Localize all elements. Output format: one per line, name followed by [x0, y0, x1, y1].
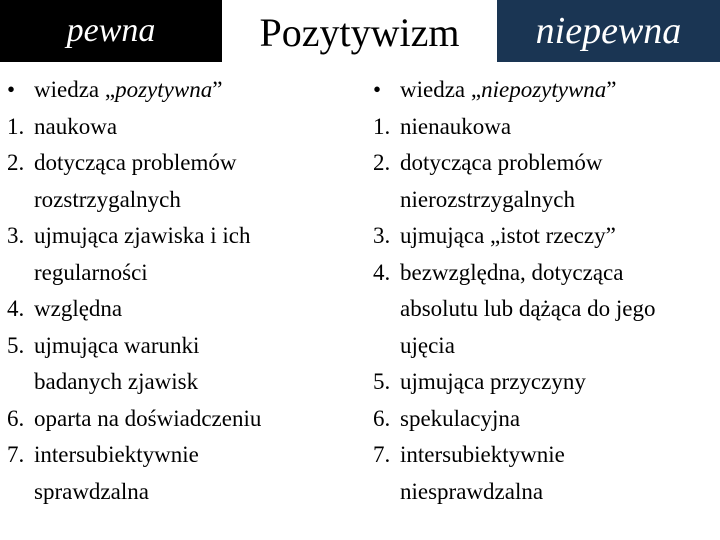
- list-item: [7, 437, 357, 510]
- item-number: 4.: [7, 296, 25, 321]
- bullet-marker: •: [373, 77, 382, 102]
- item-number: 1.: [7, 113, 25, 139]
- list-item: [7, 291, 357, 328]
- item-text-line: ujęcia: [400, 332, 455, 358]
- list-item: [7, 328, 357, 401]
- left-intro-emphasis: pozytywna: [115, 77, 213, 102]
- slide-title: Pozytywizm: [259, 10, 460, 55]
- left-column: [7, 72, 357, 510]
- item-text-line: nierozstrzygalnych: [400, 186, 575, 212]
- item-text: oparta na doświadczeniu: [34, 405, 262, 431]
- list-item: [373, 401, 718, 438]
- right-intro-suffix: ”: [606, 77, 617, 102]
- right-intro-emphasis: niepozytywna: [481, 77, 607, 102]
- left-intro-prefix: wiedza „: [34, 77, 116, 102]
- item-number: 1.: [373, 113, 391, 139]
- item-number: 2.: [7, 150, 25, 175]
- item-number: 3.: [7, 223, 25, 248]
- item-text: spekulacyjna: [400, 405, 521, 431]
- tag-pewna: [0, 0, 222, 62]
- list-item: [373, 145, 718, 218]
- item-number: 2.: [373, 150, 391, 175]
- item-text-line: niesprawdzalna: [400, 478, 544, 504]
- item-number: 6.: [373, 405, 391, 431]
- item-text-line: sprawdzalna: [34, 478, 149, 504]
- right-intro: [373, 72, 718, 109]
- list-item: [7, 218, 357, 291]
- item-text: naukowa: [34, 113, 118, 139]
- tag-niepewna: [497, 0, 720, 62]
- list-item: [7, 145, 357, 218]
- item-text-line: intersubiektywnie: [400, 442, 565, 467]
- item-text-line: rozstrzygalnych: [34, 186, 181, 212]
- item-number: 4.: [373, 259, 391, 285]
- item-text-line: regularności: [34, 259, 148, 285]
- item-text-line: badanych zjawisk: [34, 369, 199, 394]
- right-intro-prefix: wiedza „: [400, 77, 482, 102]
- right-column: [373, 72, 718, 510]
- left-intro: [7, 72, 357, 109]
- list-item: [7, 401, 357, 438]
- list-item: [373, 437, 718, 510]
- list-item: [373, 109, 718, 146]
- item-text: nienaukowa: [400, 113, 512, 139]
- tag-niepewna-label: niepewna: [535, 10, 682, 52]
- item-text: ujmująca przyczyny: [400, 369, 586, 394]
- bullet-marker: •: [7, 77, 16, 102]
- item-text-line: ujmująca zjawiska i ich: [34, 223, 251, 248]
- tag-pewna-label: pewna: [66, 12, 156, 49]
- list-item: [373, 364, 718, 401]
- list-item: [7, 109, 357, 146]
- item-text: ujmująca „istot rzeczy”: [400, 223, 616, 248]
- item-number: 7.: [373, 442, 391, 467]
- item-text-line: ujmująca warunki: [34, 332, 200, 358]
- item-text-line: bezwzględna, dotycząca: [400, 259, 624, 285]
- list-item: [373, 255, 718, 365]
- left-intro-suffix: ”: [212, 77, 223, 102]
- item-number: 3.: [373, 223, 391, 248]
- item-text-line: dotycząca problemów: [400, 150, 603, 175]
- item-text: względna: [34, 296, 123, 321]
- item-number: 5.: [373, 369, 391, 394]
- item-text-line: dotycząca problemów: [34, 150, 237, 175]
- item-text-line: absolutu lub dążąca do jego: [400, 296, 656, 321]
- item-number: 6.: [7, 405, 25, 431]
- item-text-line: intersubiektywnie: [34, 442, 199, 467]
- list-item: [373, 218, 718, 255]
- item-number: 7.: [7, 442, 25, 467]
- item-number: 5.: [7, 332, 25, 358]
